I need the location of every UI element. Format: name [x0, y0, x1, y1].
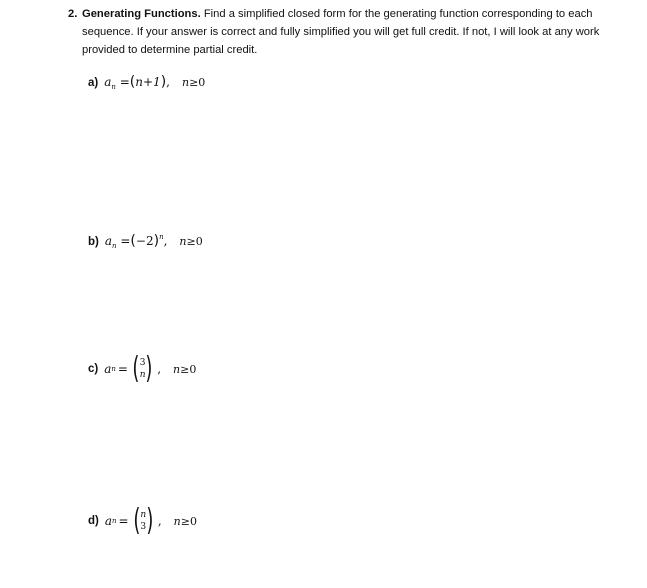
- open-paren: (: [130, 233, 136, 249]
- sequence-symbol: a: [104, 234, 113, 248]
- binomial-bottom: n: [139, 370, 146, 380]
- condition-variable: n: [173, 362, 181, 376]
- sequence-symbol: a: [104, 514, 113, 528]
- part-a: [88, 74, 205, 91]
- problem-number: 2.: [68, 8, 78, 20]
- equals-sign: =: [118, 514, 129, 528]
- binomial-open-paren: (: [132, 503, 140, 538]
- open-paren: (: [129, 74, 136, 90]
- problem-title: Generating Functions.: [82, 8, 201, 20]
- formula: [105, 233, 168, 250]
- formula: [104, 503, 162, 538]
- part-label: b): [88, 235, 99, 248]
- sequence-symbol: a: [104, 75, 112, 89]
- binomial-coefficient: [130, 351, 155, 386]
- sequence-symbol: a: [104, 362, 112, 376]
- part-d: [88, 503, 197, 538]
- subscript: n: [111, 365, 116, 373]
- comma: ,: [163, 234, 168, 248]
- condition-bound: ≥0: [180, 362, 197, 376]
- subscript: n: [112, 242, 117, 250]
- condition-variable: n: [179, 235, 187, 248]
- equals-sign: =: [119, 75, 130, 89]
- condition-bound: ≥0: [186, 235, 203, 248]
- binomial-stack: [140, 509, 146, 533]
- condition: [174, 515, 197, 528]
- part-label: c): [88, 363, 99, 375]
- comma: ,: [166, 75, 170, 89]
- superscript: n: [159, 233, 164, 241]
- condition-bound: ≥0: [189, 76, 206, 89]
- condition: [173, 363, 196, 376]
- condition-variable: n: [181, 76, 190, 89]
- formula: [104, 74, 170, 91]
- condition-bound: ≥0: [180, 514, 197, 528]
- problem-2: [68, 5, 608, 59]
- binomial-coefficient: [131, 503, 156, 538]
- expression: −2: [135, 234, 154, 248]
- close-paren: ): [160, 74, 167, 90]
- part-c: [88, 351, 197, 386]
- part-label: a): [88, 76, 99, 89]
- comma: ,: [157, 514, 162, 528]
- binomial-close-paren: ): [145, 351, 153, 386]
- condition-variable: n: [173, 514, 181, 528]
- subscript: n: [112, 517, 117, 525]
- expression: n+1: [135, 75, 161, 89]
- binomial-top: 3: [139, 358, 146, 368]
- binomial-close-paren: ): [146, 503, 154, 538]
- condition: [182, 76, 205, 89]
- close-paren: ): [153, 233, 160, 249]
- binomial-bottom: 3: [140, 522, 147, 532]
- problem-text: Find a simplified closed form for the generating function corresponding to each sequence. If your answer is correct and fully simplified you will get full credit. If not, I will look at any work provided to determine partial credit.: [82, 8, 600, 56]
- formula: [104, 351, 162, 386]
- problem-instructions: [82, 5, 608, 59]
- part-label: d): [88, 515, 99, 527]
- binomial-top: n: [140, 510, 147, 520]
- equals-sign: =: [120, 234, 131, 248]
- part-b: [88, 233, 203, 250]
- comma: ,: [157, 362, 162, 376]
- condition: [179, 235, 202, 248]
- binomial-open-paren: (: [132, 351, 140, 386]
- subscript: n: [111, 83, 116, 91]
- equals-sign: =: [117, 362, 128, 376]
